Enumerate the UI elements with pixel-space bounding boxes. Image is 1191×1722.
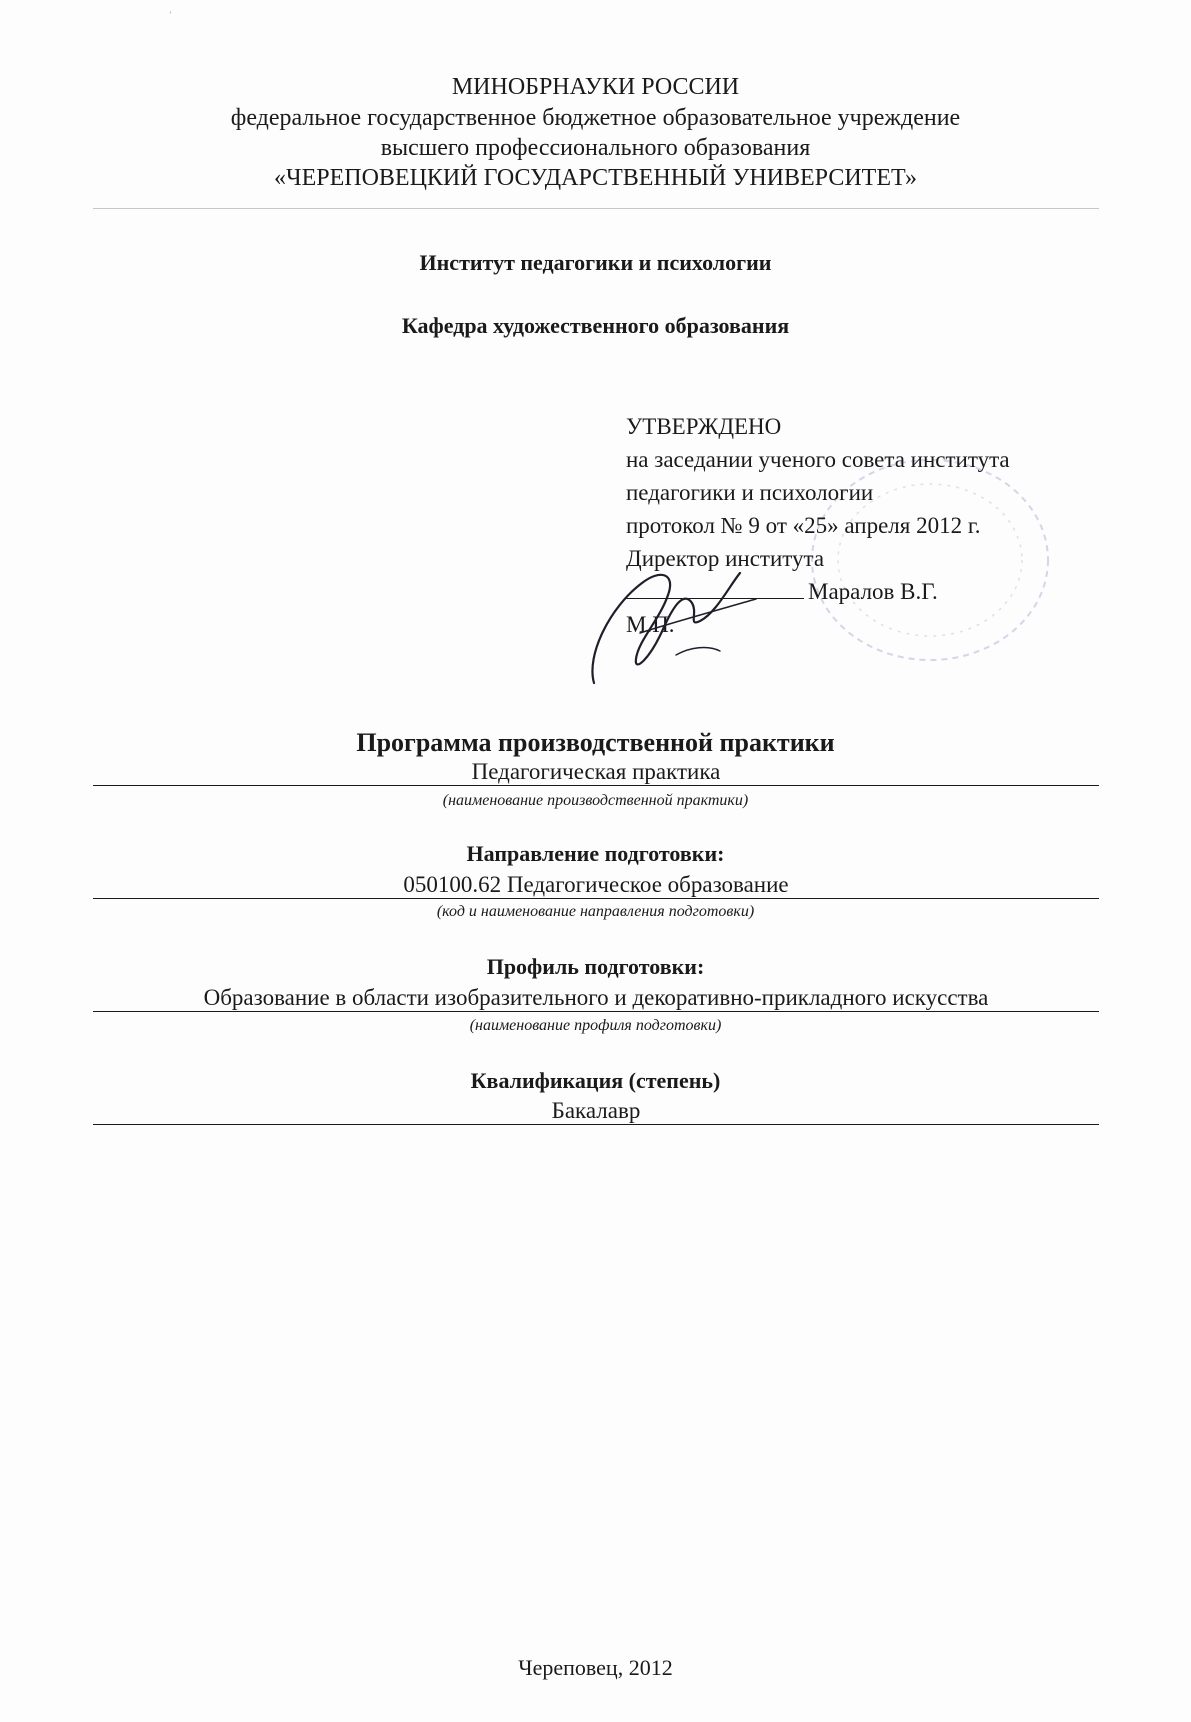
- approval-line-1: на заседании ученого совета института: [626, 447, 1010, 472]
- seal-mark: М.П.: [626, 612, 675, 637]
- approval-line-2: педагогики и психологии: [626, 480, 874, 505]
- approval-protocol: протокол № 9 от «25» апреля 2012 г.: [626, 513, 981, 538]
- direction-caption: (код и наименование направления подготовки): [436, 903, 755, 920]
- handwritten-signature: [580, 555, 780, 695]
- education-level-line: высшего профессионального образования: [380, 135, 811, 161]
- approval-heading: УТВЕРЖДЕНО: [626, 414, 782, 439]
- director-name: Маралов В.Г.: [808, 579, 938, 604]
- qualification-heading: Квалификация (степень): [470, 1068, 721, 1093]
- qualification-field: [93, 1098, 1099, 1125]
- ministry-line: МИНОБРНАУКИ РОССИИ: [451, 74, 740, 100]
- department-name: Кафедра художественного образования: [401, 313, 790, 338]
- institute-name: Институт педагогики и психологии: [419, 250, 772, 275]
- practice-caption: (наименование производственной практики): [442, 792, 749, 809]
- institution-type-line: федеральное государственное бюджетное образовательное учреждение: [230, 105, 961, 131]
- director-title: Директор института: [626, 546, 825, 571]
- header-divider: [93, 208, 1099, 209]
- practice-name-field: [93, 759, 1099, 786]
- profile-caption: (наименование профиля подготовки): [469, 1017, 722, 1034]
- direction-field: [93, 872, 1099, 899]
- practice-name: Педагогическая практика: [471, 759, 721, 784]
- university-name: «ЧЕРЕПОВЕЦКИЙ ГОСУДАРСТВЕННЫЙ УНИВЕРСИТЕТ»: [273, 165, 918, 191]
- qualification-value: Бакалавр: [551, 1098, 641, 1123]
- profile-field: [93, 985, 1099, 1012]
- program-title: Программа производственной практики: [356, 728, 835, 757]
- direction-heading: Направление подготовки:: [466, 841, 725, 866]
- profile-value: Образование в области изобразительного и декоративно-прикладного искусства: [203, 985, 989, 1010]
- scan-speck: ˈ: [168, 10, 173, 25]
- profile-heading: Профиль подготовки:: [486, 954, 705, 979]
- direction-value: 050100.62 Педагогическое образование: [403, 872, 789, 897]
- place-year: Череповец, 2012: [518, 1655, 673, 1680]
